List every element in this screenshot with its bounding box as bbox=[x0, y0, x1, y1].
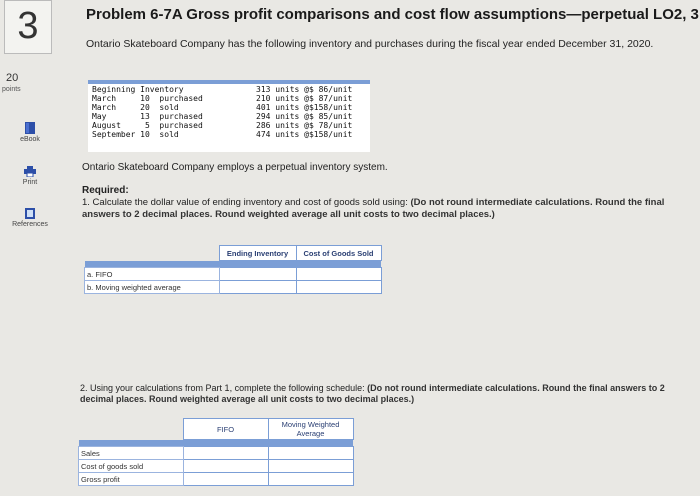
row-label-moving-weighted-average: b. Moving weighted average bbox=[85, 281, 220, 294]
mwa-gross-profit-input[interactable] bbox=[268, 473, 353, 486]
inventory-row-right: 474 units @$158/unit bbox=[256, 130, 353, 139]
inventory-row-right: 210 units @$ 87/unit bbox=[256, 94, 353, 103]
references-icon bbox=[25, 208, 35, 219]
fifo-sales-input[interactable] bbox=[183, 447, 268, 460]
table-row bbox=[85, 281, 382, 294]
inventory-row-left: August 5 purchased bbox=[92, 121, 203, 130]
blank-header bbox=[79, 419, 184, 440]
inventory-row-left: March 20 sold bbox=[92, 103, 179, 112]
row-label-fifo: a. FIFO bbox=[85, 268, 220, 281]
ebook-label: eBook bbox=[20, 136, 40, 143]
column-header-ending-inventory: Ending Inventory bbox=[219, 246, 296, 261]
fifo-ending-inventory-input[interactable] bbox=[219, 268, 296, 281]
print-link[interactable] bbox=[0, 166, 60, 186]
row-label-gross-profit: Gross profit bbox=[79, 473, 184, 486]
inventory-row-right: 294 units @$ 85/unit bbox=[256, 112, 353, 121]
requirement-1-text: 1. Calculate the dollar value of ending inventory and cost of goods sold using: bbox=[82, 197, 408, 208]
inventory-row-right: 401 units @$158/unit bbox=[256, 103, 353, 112]
requirement-2-note: (Do not round intermediate calculations. Round the final answers to 2 decimal places. Round weighted average all unit costs to two decimal places.) bbox=[80, 383, 665, 404]
column-header-fifo: FIFO bbox=[183, 419, 268, 440]
table-header-bar bbox=[85, 261, 382, 267]
requirement-1-note: (Do not round intermediate calculations. Round the final answers to 2 decimal places. Round weighted average all unit costs to two decimal places.) bbox=[82, 197, 665, 220]
inventory-row-left: March 10 purchased bbox=[92, 94, 203, 103]
problem-title: Problem 6-7A Gross profit comparisons and cost flow assumptions—perpetual LO2, 3 bbox=[86, 6, 699, 23]
blank-header bbox=[85, 246, 220, 261]
inventory-row-left: September 10 sold bbox=[92, 130, 179, 139]
table-header-bar bbox=[79, 440, 354, 446]
mwa-sales-input[interactable] bbox=[268, 447, 353, 460]
required-heading: Required: bbox=[82, 185, 129, 196]
row-label-cost-of-goods-sold: Cost of goods sold bbox=[79, 460, 184, 473]
inventory-system-text: Ontario Skateboard Company employs a perpetual inventory system. bbox=[82, 162, 388, 173]
inventory-row-right: 286 units @$ 78/unit bbox=[256, 121, 353, 130]
mwa-cogs-input[interactable] bbox=[296, 281, 381, 294]
problem-intro: Ontario Skateboard Company has the following inventory and purchases during the fiscal year ended December 31, 2020. bbox=[86, 38, 654, 50]
fifo-gross-profit-input[interactable] bbox=[183, 473, 268, 486]
references-label: References bbox=[12, 221, 48, 228]
points-label: points bbox=[2, 86, 21, 93]
inventory-row-left: May 13 purchased bbox=[92, 112, 203, 121]
gross-profit-schedule-table bbox=[78, 418, 354, 486]
row-label-sales: Sales bbox=[79, 447, 184, 460]
table-row bbox=[79, 473, 354, 486]
table-row bbox=[79, 447, 354, 460]
table-row bbox=[79, 460, 354, 473]
requirement-1 bbox=[82, 197, 694, 221]
column-header-cost-of-goods-sold: Cost of Goods Sold bbox=[296, 246, 381, 261]
fifo-cogs-input[interactable] bbox=[296, 268, 381, 281]
mwa-ending-inventory-input[interactable] bbox=[219, 281, 296, 294]
inventory-data-box bbox=[88, 80, 370, 152]
inventory-row-left: Beginning Inventory bbox=[92, 85, 184, 94]
requirement-2 bbox=[80, 383, 690, 405]
ebook-link[interactable] bbox=[0, 122, 60, 143]
points-value: 20 bbox=[6, 72, 19, 84]
references-link[interactable] bbox=[0, 208, 60, 228]
question-number: 3 bbox=[4, 0, 52, 54]
fifo-cogs-schedule-input[interactable] bbox=[183, 460, 268, 473]
ebook-icon bbox=[25, 122, 35, 134]
column-header-moving-weighted-average: Moving Weighted Average bbox=[268, 419, 353, 440]
requirement-2-text: 2. Using your calculations from Part 1, complete the following schedule: bbox=[80, 383, 365, 393]
print-icon bbox=[24, 166, 36, 177]
table-row bbox=[85, 268, 382, 281]
print-label: Print bbox=[22, 179, 38, 186]
inventory-row-right: 313 units @$ 86/unit bbox=[256, 85, 353, 94]
ending-inventory-table bbox=[84, 245, 382, 294]
mwa-cogs-schedule-input[interactable] bbox=[268, 460, 353, 473]
